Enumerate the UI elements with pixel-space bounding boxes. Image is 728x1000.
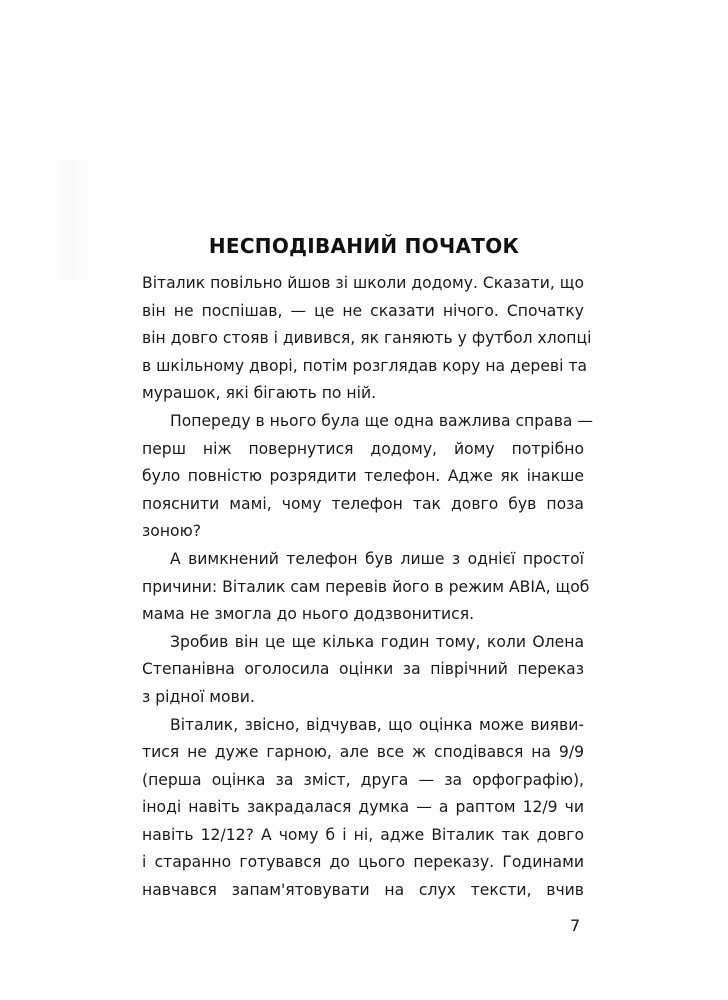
text-line: Степанівна оголосила оцінки за піврічний переказ <box>142 660 584 679</box>
page-number: 7 <box>570 916 581 935</box>
page-shadow <box>50 160 90 280</box>
text-line: іноді навіть закрадалася думка — а раптом 12/9 чи <box>142 798 584 817</box>
text-line: перш ніж повернутися додому, йому потрібно <box>142 439 584 458</box>
chapter-title: НЕСПОДІВАНИЙ ПОЧАТОК <box>208 234 520 258</box>
text-line: мурашок, які бігають по ній. <box>142 384 377 403</box>
text-line: Попереду в нього була ще одна важлива справа — <box>170 411 593 430</box>
text-line: навіть 12/12? А чому б і ні, адже Віталик так довго <box>142 825 584 844</box>
text-line: (перша оцінка за зміст, друга — за орфографію), <box>142 770 584 789</box>
text-line: зоною? <box>142 522 201 541</box>
text-line: А вимкнений телефон був лише з однієї простої <box>170 549 584 568</box>
text-line: Віталик повільно йшов зі школи додому. Сказати, що <box>142 274 584 292</box>
text-line: він довго стояв і дивився, як ганяють у футбол хлопці <box>142 329 592 348</box>
text-line: в шкільному дворі, потім розглядав кору на дереві та <box>142 356 588 375</box>
text-line: Віталик, звісно, відчував, що оцінка може вияви- <box>170 715 584 734</box>
text-line: причини: Віталик сам перевів його в режим АВІА, щоб <box>142 577 590 596</box>
text-line: було повністю розрядити телефон. Адже як інакше <box>142 467 584 486</box>
text-line: мама не змогла до нього додзвонитися. <box>142 605 475 624</box>
text-line: тися не дуже гарною, але все ж сподівався на 9/9 <box>142 743 584 762</box>
text-line: Зробив він це ще кілька годин тому, коли Олена <box>170 632 584 651</box>
body-text <box>142 270 593 905</box>
text-line: і старанно готувався до цього переказу. Годинами <box>142 853 584 872</box>
text-line: пояснити мамі, чому телефон так довго був поза <box>142 494 584 513</box>
text-line: навчався запам'ятовувати на слух тексти, вчив <box>142 881 584 900</box>
text-line: він не поспішав, — це не сказати нічого. Спочатку <box>142 301 584 320</box>
text-line: з рідної мови. <box>142 687 255 706</box>
